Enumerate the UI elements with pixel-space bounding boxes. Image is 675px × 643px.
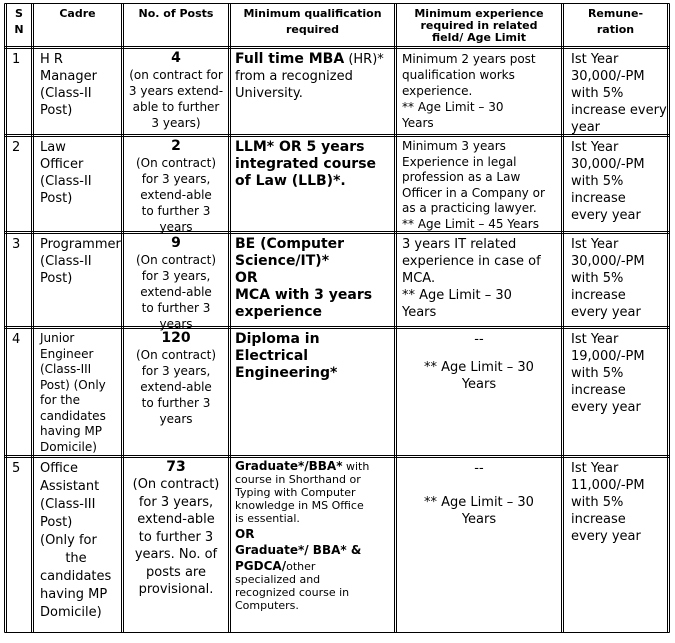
row-4-sn: 4: [12, 332, 21, 347]
posts-number: 9: [171, 235, 181, 251]
qualification-line: Electrical: [235, 348, 309, 364]
header-remuneration-line: Remune-: [587, 7, 644, 20]
remuneration-line: 30,000/-PM: [571, 69, 645, 84]
posts-note-line: years: [159, 220, 193, 234]
qualification-line: Diploma in: [235, 331, 320, 347]
posts-note-line: years: [159, 317, 193, 331]
cadre-line: (Only for: [40, 533, 97, 548]
header-experience-line: Minimum experience: [414, 7, 544, 20]
remuneration-line: increase: [571, 288, 626, 303]
row-1-sn: 1: [12, 52, 21, 67]
experience-line: experience.: [402, 84, 473, 98]
qualification-bold: Full time MBA: [235, 51, 345, 67]
experience-line: 3 years IT related: [402, 237, 517, 252]
experience-line: --: [474, 461, 484, 476]
cadre-line: candidates: [40, 569, 112, 584]
row-3-experience: [402, 236, 541, 321]
row-1-experience: [402, 51, 536, 131]
row-5-sn: 5: [12, 461, 21, 476]
experience-line: Experience in legal: [402, 154, 517, 169]
remuneration-line: Ist Year: [571, 140, 619, 155]
qualification-text: other: [286, 560, 316, 573]
cadre-line: Officer: [40, 157, 84, 172]
experience-line: ** Age Limit – 30: [424, 360, 534, 375]
remuneration-line: Ist Year: [571, 237, 619, 252]
remuneration-line: with 5%: [571, 174, 624, 189]
qualification-line: from a recognized: [235, 69, 353, 84]
remuneration-line: increase: [571, 191, 626, 206]
row-4-qualification: [235, 331, 337, 382]
cadre-line: (Class-II: [40, 174, 92, 189]
posts-note-line: (On contract): [135, 156, 217, 170]
qualification-line: specialized and: [235, 573, 321, 586]
posts-note-line: 3 years): [151, 116, 201, 130]
experience-line: ** Age Limit – 45 Years: [402, 216, 539, 231]
row-4-posts: [124, 330, 228, 427]
posts-note-line: extend-able: [140, 380, 212, 394]
posts-number: 2: [171, 138, 181, 154]
remuneration-line: Ist Year: [571, 332, 619, 347]
header-remuneration: [564, 8, 667, 36]
posts-note-line: extend-able: [140, 285, 212, 299]
posts-number: 4: [171, 50, 181, 66]
posts-note-line: for 3 years,: [141, 269, 211, 283]
header-sn: [7, 8, 31, 36]
remuneration-line: with 5%: [571, 495, 624, 510]
cadre-line: the: [65, 551, 87, 566]
row-1-cadre: [40, 51, 97, 119]
cadre-line: (Class-III: [40, 497, 96, 512]
remuneration-line: 30,000/-PM: [571, 254, 645, 269]
row-3-posts: [124, 235, 228, 332]
header-sn-line: S: [15, 7, 23, 20]
qualification-line: course in Shorthand or: [235, 473, 361, 486]
remuneration-line: with 5%: [571, 86, 624, 101]
cadre-line: Post): [40, 271, 73, 286]
row-4-cadre: [40, 331, 106, 455]
cadre-line: Domicile): [40, 605, 102, 620]
posts-note-line: to further 3: [141, 301, 211, 315]
experience-line: Years: [461, 512, 497, 527]
row-5-remuneration: [571, 460, 645, 545]
remuneration-line: every year: [571, 400, 641, 415]
posts-note-line: (On contract): [135, 348, 217, 362]
qualification-line: integrated course: [235, 156, 377, 172]
cadre-line: Post) (Only: [40, 377, 106, 392]
header-remuneration-line: ration: [596, 23, 635, 36]
posts-note-line: for 3 years,: [138, 494, 214, 510]
row-4-remuneration: [571, 331, 645, 416]
posts-note-line: for 3 years,: [141, 172, 211, 186]
header-experience: [397, 8, 561, 44]
row-4-experience: [397, 331, 561, 393]
experience-line: ** Age Limit – 30: [424, 495, 534, 510]
posts-note-line: provisional.: [138, 582, 214, 597]
posts-note-line: to further 3: [141, 396, 211, 410]
row-3-sn: 3: [12, 237, 21, 252]
qualification-line: Typing with Computer: [235, 486, 356, 499]
remuneration-line: 19,000/-PM: [571, 349, 645, 364]
cadre-line: Junior: [40, 331, 75, 345]
experience-line: Minimum 2 years post: [402, 52, 536, 66]
remuneration-line: Ist Year: [571, 461, 619, 476]
experience-line: --: [474, 332, 484, 347]
row-3-qualification: [235, 236, 372, 321]
qualification-line: recognized course in: [235, 586, 350, 599]
cadre-line: having MP: [40, 587, 108, 602]
cadre-line: (Class-II: [40, 86, 92, 101]
cadre-line: Manager: [40, 69, 97, 84]
header-qualification: [231, 8, 394, 36]
remuneration-line: increase: [571, 512, 626, 527]
row-2-posts: [124, 138, 228, 235]
cadre-line: Programmer: [40, 237, 121, 252]
remuneration-line: 30,000/-PM: [571, 157, 645, 172]
cadre-line: Post): [40, 103, 73, 118]
header-posts: No. of Posts: [138, 7, 214, 20]
qualification-line: of Law (LLB)*.: [235, 173, 346, 189]
posts-number: 120: [161, 330, 191, 346]
cadre-line: Office: [40, 461, 78, 476]
qualification-line: Engineering*: [235, 365, 338, 381]
cadre-line: Domicile): [40, 439, 97, 454]
experience-line: as a practicing lawyer.: [402, 201, 537, 215]
experience-line: Officer in a Company or: [402, 185, 545, 200]
cadre-line: (Class-III: [40, 362, 92, 376]
remuneration-line: increase every: [571, 103, 667, 118]
row-2-experience: [402, 139, 545, 232]
row-5-qualification: [235, 460, 369, 612]
row-1-posts: [124, 50, 228, 131]
posts-note-line: for 3 years,: [141, 364, 211, 378]
qualification-line: MCA with 3 years: [235, 287, 373, 303]
row-3-remuneration: [571, 236, 645, 321]
remuneration-line: every year: [571, 529, 641, 544]
qualification-line: experience: [235, 304, 323, 320]
row-5-cadre: [40, 460, 112, 622]
cadre-line: having MP: [40, 424, 103, 438]
cadre-line: Post): [40, 191, 73, 206]
qualification-line: Computers.: [235, 599, 299, 612]
cadre-line: Assistant: [40, 479, 100, 494]
posts-note-line: extend-able: [137, 512, 215, 527]
cadre-line: for the: [40, 393, 81, 407]
qualification-line: knowledge in MS Office: [235, 499, 364, 512]
cadre-line: Law: [40, 140, 66, 155]
qualification-bold: Graduate*/BBA*: [235, 459, 343, 473]
qualification-or: OR: [235, 527, 255, 541]
remuneration-line: with 5%: [571, 271, 624, 286]
experience-line: Years: [461, 377, 497, 392]
posts-note-line: extend-able: [140, 188, 212, 202]
experience-line: Minimum 3 years: [402, 139, 506, 153]
experience-line: qualification works: [402, 68, 515, 82]
experience-line: Years: [402, 305, 437, 320]
posts-note-line: able to further: [132, 100, 220, 114]
header-qualification-line: Minimum qualification: [243, 7, 382, 20]
remuneration-line: year: [571, 120, 601, 135]
posts-note-line: (On contract): [132, 477, 220, 492]
qualification-line: is essential.: [235, 512, 300, 525]
row-2-cadre: [40, 139, 92, 207]
posts-number: 73: [166, 459, 186, 475]
row-5-experience: [397, 460, 561, 528]
experience-line: ** Age Limit – 30: [402, 100, 504, 114]
posts-note-line: posts are: [145, 564, 206, 580]
cadre-line: H R: [40, 52, 63, 67]
header-sn-line: N: [14, 23, 24, 36]
row-1-remuneration: [571, 51, 667, 136]
cadre-line: Engineer: [40, 346, 94, 361]
posts-note-line: 3 years extend-: [128, 84, 224, 98]
experience-line: MCA.: [402, 271, 436, 286]
qualification-text: (HR)*: [344, 52, 384, 67]
cadre-line: candidates: [40, 408, 106, 423]
row-2-qualification: [235, 139, 376, 190]
header-experience-line: required in related: [420, 19, 538, 32]
posts-note-line: years: [159, 412, 193, 426]
row-2-remuneration: [571, 139, 645, 224]
posts-note-line: (On contract): [135, 253, 217, 267]
posts-note-line: (on contract for: [129, 68, 223, 82]
posts-note-line: to further 3: [141, 204, 211, 218]
qualification-line: Graduate*/ BBA* &: [235, 543, 362, 557]
remuneration-line: Ist Year: [571, 52, 619, 67]
remuneration-line: with 5%: [571, 366, 624, 381]
row-3-cadre: [40, 236, 121, 287]
experience-line: ** Age Limit – 30: [402, 288, 512, 303]
cadre-line: Post): [40, 515, 73, 530]
experience-line: profession as a Law: [402, 170, 521, 184]
experience-line: Years: [402, 116, 434, 130]
row-1-qualification: [235, 51, 384, 102]
qualification-line: BE (Computer: [235, 236, 345, 252]
row-2-sn: 2: [12, 140, 21, 155]
qualification-text: with: [342, 460, 370, 473]
experience-line: experience in case of: [402, 254, 541, 269]
qualification-line: OR: [235, 270, 258, 286]
header-cadre: Cadre: [59, 7, 96, 20]
qualification-line: University.: [235, 86, 303, 101]
cadre-line: (Class-II: [40, 254, 92, 269]
row-5-posts: [124, 459, 228, 599]
qualification-line: LLM* OR 5 years: [235, 139, 365, 155]
header-qualification-line: required: [285, 23, 340, 36]
remuneration-line: increase: [571, 383, 626, 398]
posts-note-line: to further 3: [138, 529, 214, 545]
remuneration-line: every year: [571, 208, 641, 223]
remuneration-line: every year: [571, 305, 641, 320]
qualification-line: Science/IT)*: [235, 253, 330, 269]
qualification-bold: PGDCA/: [235, 559, 287, 573]
remuneration-line: 11,000/-PM: [571, 478, 645, 493]
header-experience-line: field/ Age Limit: [431, 31, 527, 44]
posts-note-line: years. No. of: [134, 547, 218, 562]
